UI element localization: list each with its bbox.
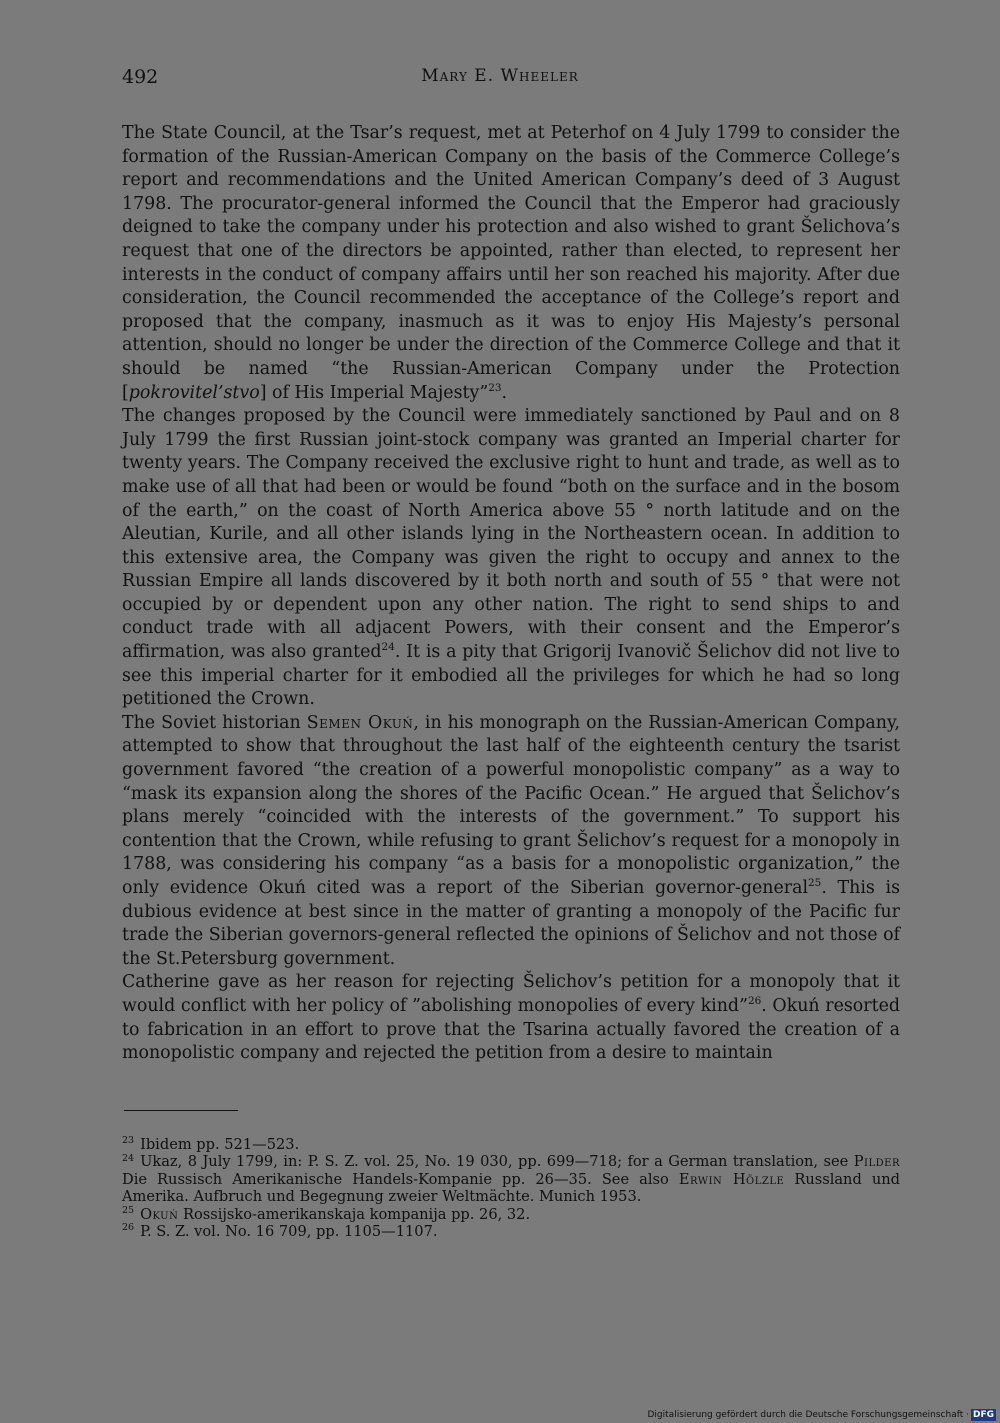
- author-name: Pilder: [853, 1153, 900, 1171]
- footnote-23: $^{23}$ Ibidem pp. 521—523.: [122, 1135, 300, 1153]
- author-name: Okuń: [140, 1205, 179, 1223]
- footnotes: [122, 1136, 900, 1240]
- dfg-logo-icon: DFG: [972, 1409, 994, 1420]
- footnote-26: $^{26}$ P. S. Z. vol. No. 16 709, pp. 1105—1107.: [122, 1222, 438, 1241]
- running-head: Mary E. Wheeler: [421, 66, 579, 86]
- paragraph-2: The changes proposed by the Council were immediately sanctioned by Paul and on 8 July 1799 the first Russian joint-stock company was granted an Imperial charter for twenty years. The Company received the exclusive right to hunt and trade, as well as to make use of all that had been or would be found “both on the surface and in the bosom of the earth,” on the coast of North America above 55 ° north latitude and on the Aleutian, Kurile, and all other islands lying in the Northeastern ocean. In addition to this extensive area, the Company was given the right to occupy and annex to the Russian Empire all lands discovered by it both north and south of 55 ° that were not occupied by or dependent upon any other nation. The right to send ships to and conduct trade with all adjacent Powers, with their consent and the Emperor’s affirmation, was also granted$^{24}$. It is a pity that Grigorij Ivanovič Šelichov did not live to see this imperial charter for it embodied all the privileges for which he had so long petitioned the Crown.: [122, 406, 900, 710]
- author-name: Semen Okuń: [306, 712, 414, 733]
- paragraph-1: The State Council, at the Tsar’s request, met at Peterhof on 4 July 1799 to consider the formation of the Russian-American Company on the basis of the Commerce College’s report and recommendations and the United American Company’s deed of 3 August 1798. The procurator-general informed the Council that the Emperor had graciously deigned to take the company under his protection and also wished to grant Šelichova’s request that one of the directors be appointed, rather than elected, to represent her interests in the conduct of company affairs until her son reached his majority. After due consideration, the Council recommended the acceptance of the College’s report and proposed that the company, inasmuch as it was to enjoy His Majesty’s personal attention, should no longer be under the direction of the Commerce College and that it should be named “the Russian-American Company under the Protection [pokrovitel’stvo] of His Imperial Majesty”$^{23}$.: [122, 123, 900, 403]
- paragraph-3: The Soviet historian Semen Okuń, in his monograph on the Russian-American Company, attempted to show that throughout the last half of the eighteenth century the tsarist government favored “the creation of a powerful monopolistic company” as a way to “mask its expansion along the shores of the Pacific Ocean.” He argued that Šelichov’s plans merely “coincided with the interests of the government.” To support his contention that the Crown, while refusing to grant Šelichov’s request for a monopoly in 1788, was considering his company “as a basis for a monopolistic organization,” the only evidence Okuń cited was a report of the Siberian governor-general$^{25}$. This is dubious evidence at best since in the matter of granting a monopoly of the Pacific fur trade the Siberian governors-general reflected the opinions of Šelichov and not those of the St.Petersburg government.: [122, 712, 901, 969]
- italic-term: pokrovitel’stvo: [128, 382, 260, 403]
- footnote-ref[interactable]: 25: [808, 877, 822, 890]
- footnote-ref[interactable]: 24: [381, 641, 395, 654]
- footnote-ref[interactable]: 23: [488, 381, 502, 394]
- paragraph-4: Catherine gave as her reason for rejecting Šelichov’s petition for a monopoly that it would conflict with her policy of ”abolishing monopolies of every kind”$^{26}$. Okuń resorted to fabrication in an effort to prove that the Tsarina actually favored the creation of a monopolistic company and rejected the petition from a desire to maintain: [122, 972, 900, 1064]
- footnote-24: $^{24}$ Ukaz, 8 July 1799, in: P. S. Z. vol. 25, No. 19 030, pp. 699—718; for a German translation, see Pilder Die Russisch Amerikanische Handels-Kompanie pp. 26—35. See also Erwin Hölzle Russland und Amerika. Aufbruch und Begegnung zweier Weltmächte. Munich 1953.: [122, 1152, 900, 1206]
- body-text: [122, 122, 900, 1066]
- digitization-footer: [648, 1406, 997, 1423]
- footnote-rule: [124, 1110, 238, 1111]
- footnote-ref[interactable]: 26: [747, 995, 762, 1008]
- footer-text: Digitalisierung gefördert durch die Deutsche Forschungsgemeinschaft ·: [647, 1409, 969, 1420]
- footnote-25: $^{25}$ Okuń Rossijsko-amerikanskaja kompanija pp. 26, 32.: [122, 1204, 531, 1223]
- page-number: 492: [122, 66, 159, 88]
- author-name: Erwin Hölzle: [678, 1170, 785, 1188]
